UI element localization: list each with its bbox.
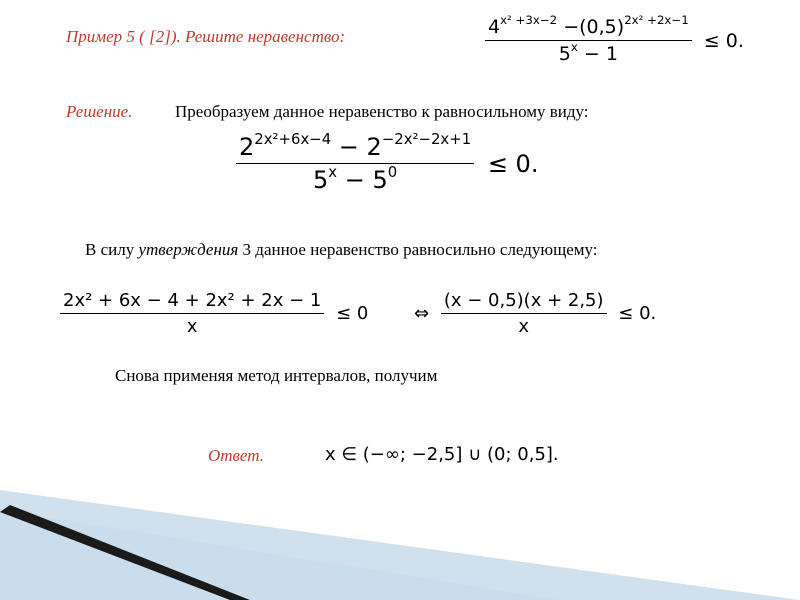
problem-numerator	[485, 13, 692, 40]
answer-label: Ответ.	[208, 446, 264, 465]
solution-label: Решение.	[66, 102, 133, 121]
eq1-denominator	[313, 164, 397, 194]
den-base: 5	[558, 43, 571, 65]
eq1-den-exponent-2: 0	[387, 162, 398, 181]
eq2-fraction	[60, 290, 324, 337]
example-title: Пример 5 ( [2]). Решите неравенство:	[66, 27, 346, 46]
den-exponent: x	[570, 40, 578, 55]
den-rest: − 1	[577, 43, 618, 65]
eq1-exponent-2: −2x²−2x+1	[381, 129, 472, 148]
interval-method-text: Снова применяя метод интервалов, получим	[115, 366, 438, 385]
problem-relation: ≤ 0.	[703, 29, 744, 52]
problem-inequality	[485, 13, 744, 65]
statement-post: 3 данное неравенство равносильно следующему:	[238, 240, 598, 259]
swoosh-mid-band	[0, 510, 560, 600]
equivalence-arrow: ⇔	[414, 303, 430, 324]
equation-factored	[414, 290, 656, 337]
num-exponent-2: 2x² +2x−1	[624, 13, 689, 28]
num-minus-term: −(0,5)	[557, 16, 625, 38]
eq1-fraction	[236, 129, 474, 194]
eq3-denominator: x	[518, 316, 529, 337]
eq2-numerator: 2x² + 6x − 4 + 2x² + 2x − 1	[63, 290, 322, 311]
problem-denominator	[559, 41, 618, 65]
equation-transformed	[236, 129, 539, 194]
equation-combined	[60, 290, 368, 337]
eq3-relation: ≤ 0.	[618, 303, 657, 324]
eq2-relation: ≤ 0	[336, 303, 369, 324]
eq1-den-mid: − 5	[337, 166, 388, 194]
problem-fraction	[485, 13, 692, 65]
num-exponent: x² +3x−2	[500, 13, 558, 28]
solution-intro: Преобразуем данное неравенство к равносильному виду:	[175, 102, 589, 121]
eq1-base: 2	[239, 133, 255, 161]
statement-pre: В силу	[85, 240, 139, 259]
eq1-numerator	[236, 129, 474, 163]
eq1-exponent: 2x²+6x−4	[254, 129, 332, 148]
eq3-fraction	[441, 290, 607, 337]
decorative-swoosh	[0, 490, 800, 600]
num-base: 4	[488, 16, 501, 38]
statement-italic: утверждения	[138, 240, 239, 259]
eq1-den-exponent: x	[328, 162, 338, 181]
eq1-minus-term: − 2	[331, 133, 382, 161]
eq2-denominator: x	[186, 316, 198, 337]
eq1-relation: ≤ 0.	[487, 149, 539, 178]
eq3-numerator: (x − 0,5)(x + 2,5)	[443, 290, 604, 311]
eq1-den-base: 5	[312, 166, 329, 194]
answer-value: x ∈ (−∞; −2,5] ∪ (0; 0,5].	[325, 444, 559, 465]
statement-line	[85, 240, 598, 260]
